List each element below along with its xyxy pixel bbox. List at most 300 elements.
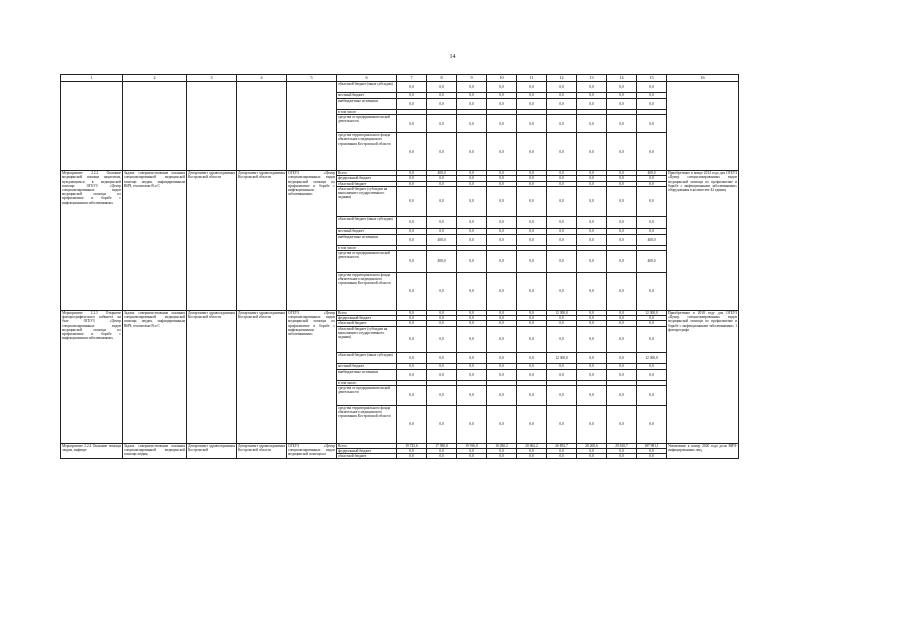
- coexecutor: Департамент здравоохранения Костромской области: [237, 311, 287, 444]
- funding-value: 0,0: [637, 93, 667, 99]
- funding-value: 0,0: [607, 326, 637, 352]
- funding-value: 0,0: [487, 99, 517, 110]
- funding-value: 0,0: [397, 363, 427, 369]
- funding-value: 0,0: [547, 115, 577, 133]
- funding-value: 0,0: [547, 316, 577, 321]
- funding-value: 12 300,0: [637, 352, 667, 363]
- funding-value: 0,0: [577, 321, 607, 326]
- funding-value: 0,0: [517, 234, 547, 245]
- event-name: Мероприятие 2.2.2 Оказание медицинской помощи пациентам, нуждающимся в медицинской помощи ОГБУЗ «Центр специализированных видов медицинской помощи по профилактике и борьбе с инфекционными заболеваниями»: [61, 171, 123, 311]
- funding-value: 0,0: [487, 93, 517, 99]
- expected-result: Приобретение в конце 2014 года для ОГБУЗ «Центр специализированных видов медицинской помощи по профилактике и борьбе с инфекционными заболеваниями» оборудования в количестве 42 единиц: [667, 171, 739, 311]
- coexecutor: Департамент здравоохранения Костромской области: [237, 443, 287, 459]
- funding-value: 0,0: [397, 352, 427, 363]
- funding-value: 400,0: [427, 251, 457, 273]
- column-number: 16: [667, 75, 739, 82]
- funding-value: 0,0: [547, 99, 577, 110]
- executor: Департамент здравоохранения Костромской: [187, 443, 237, 459]
- funding-value: 0,0: [427, 181, 457, 186]
- funding-value: 0,0: [637, 216, 667, 228]
- funding-value: 0,0: [427, 449, 457, 454]
- funding-value: 0,0: [487, 228, 517, 234]
- funding-value: 0,0: [427, 93, 457, 99]
- funding-value: 0,0: [457, 326, 487, 352]
- funding-value: 0,0: [397, 449, 427, 454]
- funding-value: 0,0: [457, 363, 487, 369]
- funding-value: 0,0: [547, 326, 577, 352]
- funding-value: 0,0: [427, 82, 457, 93]
- funding-value: 0,0: [547, 133, 577, 171]
- funding-value: 0,0: [457, 216, 487, 228]
- funding-value: 0,0: [607, 115, 637, 133]
- funding-value: 0,0: [607, 369, 637, 380]
- funding-value: 0,0: [607, 234, 637, 245]
- funding-value: 0,0: [427, 186, 457, 216]
- funding-value: 0,0: [487, 181, 517, 186]
- funding-value: 0,0: [517, 133, 547, 171]
- funding-value: 0,0: [547, 93, 577, 99]
- funding-value: 0,0: [397, 234, 427, 245]
- column-number: 14: [607, 75, 637, 82]
- funding-value: 0,0: [457, 454, 487, 459]
- funding-value: 0,0: [397, 316, 427, 321]
- task-text: Задача: совершенствование оказания специализированной медицинской помощи людям, инфицированным ВИЧ, гепатитами В и С: [123, 171, 187, 311]
- funding-value: 12 300,0: [547, 352, 577, 363]
- funding-source: внебюджетные источники: [337, 369, 397, 380]
- funding-value: 0,0: [457, 99, 487, 110]
- funding-value: 0,0: [397, 311, 427, 316]
- column-number: 8: [427, 75, 457, 82]
- funding-value: 20 062,2: [517, 443, 547, 448]
- funding-value: 0,0: [397, 176, 427, 181]
- funding-value: 0,0: [397, 186, 427, 216]
- funding-value: 0,0: [637, 273, 667, 311]
- funding-value: 187 981,1: [637, 443, 667, 448]
- funding-value: 0,0: [397, 228, 427, 234]
- funding-value: 0,0: [577, 449, 607, 454]
- funding-value: 0,0: [517, 216, 547, 228]
- funding-value: 0,0: [637, 405, 667, 443]
- funding-value: 0,0: [517, 352, 547, 363]
- coexecutor: [237, 82, 287, 171]
- funding-source: Всего: [337, 443, 397, 448]
- budget-table: [60, 74, 739, 459]
- funding-value: 0,0: [577, 234, 607, 245]
- funding-value: 0,0: [547, 449, 577, 454]
- funding-value: 0,0: [517, 115, 547, 133]
- funding-value: 0,0: [487, 326, 517, 352]
- funding-value: 0,0: [457, 234, 487, 245]
- funding-value: 0,0: [577, 311, 607, 316]
- funding-value: 0,0: [487, 273, 517, 311]
- funding-value: 0,0: [397, 82, 427, 93]
- funding-source: областной бюджет (субсидии на выполнение государственного задания): [337, 326, 397, 352]
- funding-value: 0,0: [457, 316, 487, 321]
- funding-source: средства территориального фонда обязательного медицинского страхования Костромской области: [337, 405, 397, 443]
- funding-source: средства территориального фонда обязательного медицинского страхования Костромской области: [337, 273, 397, 311]
- funding-value: 0,0: [547, 176, 577, 181]
- funding-value: 0,0: [487, 352, 517, 363]
- funding-value: 16 030,2: [487, 443, 517, 448]
- funding-value: 0,0: [577, 352, 607, 363]
- page-number: 14: [449, 54, 456, 60]
- funding-value: 0,0: [427, 99, 457, 110]
- funding-value: 0,0: [487, 251, 517, 273]
- funding-source: местный бюджет: [337, 363, 397, 369]
- executor: Департамент здравоохранения Костромской области: [187, 311, 237, 444]
- funding-value: 26 853,7: [547, 443, 577, 448]
- funding-value: 0,0: [637, 326, 667, 352]
- funding-value: 0,0: [457, 405, 487, 443]
- funding-source: средства территориального фонда обязательного медицинского страхования Костромской области: [337, 133, 397, 171]
- funding-source: областной бюджет: [337, 454, 397, 459]
- funding-value: 0,0: [517, 369, 547, 380]
- funding-value: 0,0: [457, 93, 487, 99]
- funding-value: 0,0: [577, 181, 607, 186]
- funding-source: областной бюджет: [337, 181, 397, 186]
- funding-value: 0,0: [577, 176, 607, 181]
- funding-value: 0,0: [487, 311, 517, 316]
- column-number: 11: [517, 75, 547, 82]
- funding-value: 0,0: [457, 352, 487, 363]
- funding-value: 0,0: [427, 316, 457, 321]
- funding-value: 0,0: [577, 385, 607, 405]
- column-number: 2: [123, 75, 187, 82]
- table-row: [61, 82, 739, 93]
- funding-value: 0,0: [577, 454, 607, 459]
- funding-value: 0,0: [547, 454, 577, 459]
- funding-source: внебюджетные источники: [337, 99, 397, 110]
- funding-value: 0,0: [517, 321, 547, 326]
- funding-value: 0,0: [637, 82, 667, 93]
- funding-value: 0,0: [607, 133, 637, 171]
- funding-value: 0,0: [607, 99, 637, 110]
- funding-value: 0,0: [397, 454, 427, 459]
- funding-source: местный бюджет: [337, 93, 397, 99]
- funding-value: 0,0: [457, 82, 487, 93]
- funding-value: 0,0: [517, 251, 547, 273]
- column-number: 7: [397, 75, 427, 82]
- funding-value: 0,0: [397, 385, 427, 405]
- funding-value: 0,0: [457, 273, 487, 311]
- funding-value: 0,0: [547, 82, 577, 93]
- funding-value: 0,0: [517, 405, 547, 443]
- column-number: 15: [637, 75, 667, 82]
- funding-value: 0,0: [397, 93, 427, 99]
- funding-value: 0,0: [607, 363, 637, 369]
- funding-source: местный бюджет: [337, 228, 397, 234]
- column-number: 3: [187, 75, 237, 82]
- funding-value: 0,0: [577, 186, 607, 216]
- funding-value: 0,0: [607, 171, 637, 176]
- funding-value: 12 300,0: [547, 311, 577, 316]
- funding-value: 28 200,6: [577, 443, 607, 448]
- funding-value: 0,0: [487, 82, 517, 93]
- funding-value: 0,0: [577, 115, 607, 133]
- funding-value: 0,0: [607, 449, 637, 454]
- task-text: Задача: совершенствование оказания специализированной медицинской помощи людям, инфицированным ВИЧ, гепатитами В и С: [123, 311, 187, 444]
- funding-value: 0,0: [427, 216, 457, 228]
- funding-source: областной бюджет (иные субсидии): [337, 216, 397, 228]
- funding-value: 0,0: [397, 405, 427, 443]
- funding-value: 0,0: [637, 363, 667, 369]
- funding-value: 0,0: [517, 93, 547, 99]
- funding-value: 0,0: [517, 273, 547, 311]
- funding-value: 0,0: [577, 316, 607, 321]
- funding-value: 0,0: [457, 321, 487, 326]
- funding-value: 0,0: [607, 321, 637, 326]
- funding-value: 0,0: [397, 115, 427, 133]
- funding-value: 0,0: [637, 99, 667, 110]
- funding-value: 400,0: [427, 234, 457, 245]
- funding-value: 0,0: [487, 216, 517, 228]
- funding-value: 0,0: [517, 363, 547, 369]
- funding-value: 0,0: [517, 316, 547, 321]
- funding-value: 0,0: [397, 369, 427, 380]
- funding-value: 0,0: [427, 454, 457, 459]
- funding-source: Всего: [337, 311, 397, 316]
- funding-value: 400,0: [637, 251, 667, 273]
- expected-result: Приобретение в 2018 году для ОГБУЗ «Центр специализированных видов медицинской помощи по профилактике и борьбе с инфекционными заболеваниями» 1 флюорографа: [667, 311, 739, 444]
- funding-value: 0,0: [517, 171, 547, 176]
- column-number: 10: [487, 75, 517, 82]
- funding-value: 0,0: [427, 133, 457, 171]
- funding-value: 0,0: [637, 228, 667, 234]
- event-name: Мероприятие 2.2.3 Открытие флюорографического кабинета на базе ОГБУЗ «Центр специализированных видов медицинской помощи по профилактике и борьбе с инфекционными заболеваниями»: [61, 311, 123, 444]
- funding-value: 0,0: [517, 99, 547, 110]
- funding-value: 0,0: [577, 99, 607, 110]
- funding-value: 0,0: [427, 369, 457, 380]
- funding-value: 0,0: [517, 385, 547, 405]
- recipient: [287, 82, 337, 171]
- funding-value: 0,0: [427, 115, 457, 133]
- funding-value: 0,0: [487, 234, 517, 245]
- funding-value: 0,0: [637, 176, 667, 181]
- funding-value: 0,0: [517, 326, 547, 352]
- funding-value: 29 610,7: [607, 443, 637, 448]
- funding-value: 0,0: [457, 251, 487, 273]
- task-text: Задача: совершенствование оказания специализированной медицинской помощи людям,: [123, 443, 187, 459]
- funding-value: 0,0: [457, 181, 487, 186]
- funding-value: 0,0: [487, 115, 517, 133]
- funding-value: 0,0: [457, 449, 487, 454]
- funding-source: внебюджетные источники: [337, 234, 397, 245]
- funding-value: 0,0: [607, 273, 637, 311]
- task-text: [123, 82, 187, 171]
- funding-value: 0,0: [517, 449, 547, 454]
- funding-value: 0,0: [517, 228, 547, 234]
- funding-value: 0,0: [397, 321, 427, 326]
- column-number: 12: [547, 75, 577, 82]
- expected-result: Увеличение к концу 2020 года доли ВИЧ-инфицированных лиц,: [667, 443, 739, 459]
- funding-value: 0,0: [427, 363, 457, 369]
- funding-value: 0,0: [577, 363, 607, 369]
- funding-source: областной бюджет (субсидии на выполнение государственного задания): [337, 186, 397, 216]
- funding-value: 0,0: [577, 405, 607, 443]
- funding-source: в том числе:: [337, 245, 397, 250]
- funding-value: 0,0: [457, 176, 487, 181]
- funding-value: 0,0: [487, 171, 517, 176]
- column-number: 1: [61, 75, 123, 82]
- column-number: 13: [577, 75, 607, 82]
- event-name: Мероприятие 2.2.4 Оказание помощи людям, инфици-: [61, 443, 123, 459]
- funding-value: 0,0: [517, 186, 547, 216]
- column-number-row: [61, 75, 739, 82]
- funding-value: 0,0: [457, 311, 487, 316]
- funding-value: 0,0: [637, 133, 667, 171]
- funding-value: 0,0: [517, 176, 547, 181]
- funding-value: 0,0: [637, 321, 667, 326]
- funding-source: средства от предпринимательской деятельности: [337, 251, 397, 273]
- funding-value: 0,0: [607, 454, 637, 459]
- funding-value: 0,0: [577, 251, 607, 273]
- funding-value: 0,0: [487, 186, 517, 216]
- funding-value: 0,0: [427, 352, 457, 363]
- recipient: ОГБУЗ «Центр специализированных видов медицинской помощи по профилактике и борьбе с инфекционными заболеваниями»: [287, 171, 337, 311]
- funding-value: 0,0: [577, 273, 607, 311]
- column-number: 9: [457, 75, 487, 82]
- funding-value: 0,0: [607, 251, 637, 273]
- funding-value: 0,0: [637, 181, 667, 186]
- column-number: 5: [287, 75, 337, 82]
- funding-value: 0,0: [547, 369, 577, 380]
- funding-value: 0,0: [397, 251, 427, 273]
- funding-source: областной бюджет (иные субсидии): [337, 352, 397, 363]
- funding-value: 0,0: [427, 273, 457, 311]
- funding-value: 0,0: [517, 82, 547, 93]
- funding-source: федеральный бюджет: [337, 176, 397, 181]
- funding-value: 0,0: [607, 176, 637, 181]
- funding-value: 0,0: [607, 82, 637, 93]
- funding-value: 19 916,0: [457, 443, 487, 448]
- funding-value: 0,0: [637, 454, 667, 459]
- executor: Департамент здравоохранения Костромской области: [187, 171, 237, 311]
- funding-value: 0,0: [487, 454, 517, 459]
- funding-value: 0,0: [637, 369, 667, 380]
- funding-source: Всего: [337, 171, 397, 176]
- funding-value: 12 300,0: [637, 311, 667, 316]
- funding-value: 0,0: [547, 273, 577, 311]
- funding-value: 0,0: [637, 115, 667, 133]
- funding-value: 0,0: [397, 171, 427, 176]
- funding-value: 0,0: [547, 228, 577, 234]
- funding-value: 0,0: [607, 228, 637, 234]
- funding-source: областной бюджет: [337, 321, 397, 326]
- funding-value: 0,0: [397, 273, 427, 311]
- funding-value: 0,0: [607, 311, 637, 316]
- funding-value: 0,0: [487, 369, 517, 380]
- funding-value: 0,0: [577, 133, 607, 171]
- funding-value: 0,0: [457, 228, 487, 234]
- funding-value: 0,0: [487, 133, 517, 171]
- funding-value: 0,0: [607, 385, 637, 405]
- funding-value: 0,0: [487, 321, 517, 326]
- funding-value: 0,0: [637, 449, 667, 454]
- funding-value: 0,0: [547, 385, 577, 405]
- executor: [187, 82, 237, 171]
- funding-value: 0,0: [607, 186, 637, 216]
- funding-value: 0,0: [637, 385, 667, 405]
- funding-value: 400,0: [427, 171, 457, 176]
- funding-value: 0,0: [547, 181, 577, 186]
- funding-value: 0,0: [547, 405, 577, 443]
- funding-value: 0,0: [547, 321, 577, 326]
- funding-value: 0,0: [457, 385, 487, 405]
- funding-value: 0,0: [607, 316, 637, 321]
- column-number: 4: [237, 75, 287, 82]
- funding-value: 0,0: [457, 115, 487, 133]
- funding-value: 0,0: [577, 171, 607, 176]
- funding-source: средства от предпринимательской деятельности: [337, 385, 397, 405]
- funding-value: 0,0: [607, 216, 637, 228]
- funding-value: 0,0: [637, 186, 667, 216]
- funding-value: 0,0: [397, 99, 427, 110]
- funding-value: 0,0: [427, 326, 457, 352]
- funding-value: 0,0: [487, 316, 517, 321]
- funding-value: 0,0: [517, 181, 547, 186]
- funding-value: 0,0: [547, 251, 577, 273]
- funding-value: 0,0: [607, 93, 637, 99]
- funding-source: в том числе:: [337, 380, 397, 385]
- funding-source: федеральный бюджет: [337, 316, 397, 321]
- funding-value: 17 580,0: [427, 443, 457, 448]
- funding-value: 0,0: [487, 449, 517, 454]
- funding-value: 0,0: [457, 369, 487, 380]
- funding-value: 0,0: [487, 385, 517, 405]
- funding-value: 0,0: [547, 363, 577, 369]
- column-number: 6: [337, 75, 397, 82]
- funding-value: 400,0: [637, 234, 667, 245]
- funding-value: 0,0: [607, 181, 637, 186]
- funding-source: в том числе:: [337, 110, 397, 115]
- funding-value: 0,0: [607, 405, 637, 443]
- event-name: [61, 82, 123, 171]
- funding-value: 0,0: [457, 186, 487, 216]
- recipient: ОГБУЗ «Центр специализированных видов медицинской помощи по: [287, 443, 337, 459]
- funding-value: 0,0: [427, 405, 457, 443]
- funding-value: 0,0: [577, 82, 607, 93]
- funding-value: 0,0: [487, 363, 517, 369]
- funding-source: средства от предпринимательской деятельности: [337, 115, 397, 133]
- funding-value: 0,0: [397, 216, 427, 228]
- coexecutor: Департамент здравоохранения Костромской области: [237, 171, 287, 311]
- funding-value: 0,0: [427, 228, 457, 234]
- funding-value: 0,0: [427, 311, 457, 316]
- funding-value: 0,0: [427, 385, 457, 405]
- funding-value: 0,0: [607, 352, 637, 363]
- funding-value: 19 725,6: [397, 443, 427, 448]
- funding-value: 0,0: [517, 311, 547, 316]
- recipient: ОГБУЗ «Центр специализированных видов медицинской помощи по профилактике и борьбе с инфекционными заболеваниями»: [287, 311, 337, 444]
- funding-value: 0,0: [577, 216, 607, 228]
- funding-source: федеральный бюджет: [337, 449, 397, 454]
- funding-value: 0,0: [427, 321, 457, 326]
- funding-value: 0,0: [397, 133, 427, 171]
- funding-value: 0,0: [487, 405, 517, 443]
- funding-value: 0,0: [457, 133, 487, 171]
- funding-value: 0,0: [547, 171, 577, 176]
- funding-source: областной бюджет (иные субсидии): [337, 82, 397, 93]
- funding-value: 0,0: [577, 326, 607, 352]
- funding-value: 0,0: [397, 181, 427, 186]
- funding-value: 0,0: [577, 93, 607, 99]
- funding-value: 0,0: [487, 176, 517, 181]
- funding-value: 0,0: [547, 186, 577, 216]
- funding-value: 400,0: [637, 171, 667, 176]
- funding-value: 0,0: [457, 171, 487, 176]
- funding-value: 0,0: [517, 454, 547, 459]
- funding-value: 0,0: [577, 369, 607, 380]
